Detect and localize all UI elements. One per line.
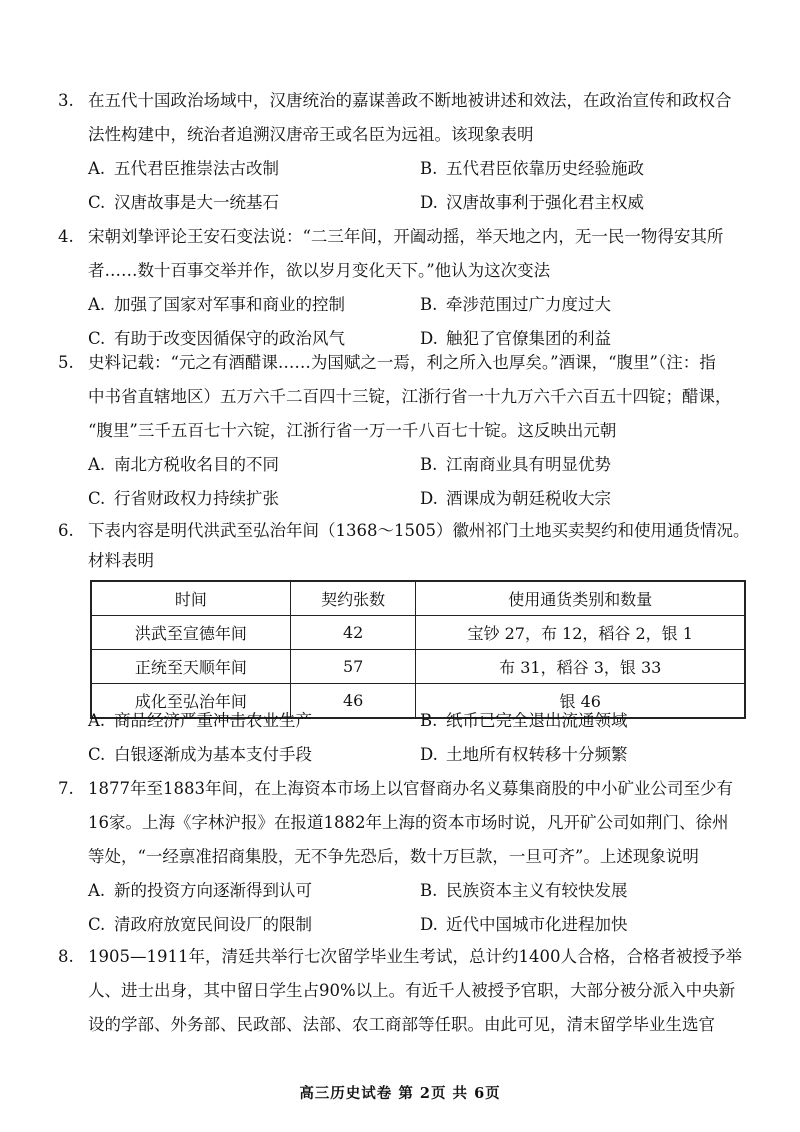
question-text-line: 16家。上海《字林沪报》在报道1882年上海的资本市场时说，凡开矿公司如荆门、徐州: [88, 813, 729, 832]
question-text-line: 下表内容是明代洪武至弘治年间（1368～1505）徽州祁门土地买卖契约和使用通货情况。: [88, 521, 750, 540]
table-header: 使用通货类别和数量: [416, 581, 745, 616]
question-7: [58, 772, 758, 942]
question-number: 4.: [58, 227, 74, 246]
option-b[interactable]: B. 五代君臣依靠历史经验施政: [420, 159, 644, 178]
option-c[interactable]: C. 清政府放宽民间设厂的限制: [88, 915, 312, 934]
option-b[interactable]: B. 民族资本主义有较快发展: [420, 881, 628, 900]
question-text-line: 在五代十国政治场域中，汉唐统治的嘉谋善政不断地被讲述和效法，在政治宣传和政权合: [88, 91, 732, 110]
table-cell: 46: [290, 684, 416, 719]
table-cell: 正统至天顺年间: [91, 650, 290, 684]
question-6-options: [58, 704, 758, 772]
table-header: 契约张数: [290, 581, 416, 616]
question-text-line: 1877年至1883年间，在上海资本市场上以官督商办名义募集商股的中小矿业公司至少有: [88, 779, 733, 798]
land-contract-table: [90, 580, 746, 719]
option-a[interactable]: A. 商品经济严重冲击农业生产: [88, 711, 312, 730]
table-cell: 布 31，稻谷 3，银 33: [416, 650, 745, 684]
options: [58, 874, 758, 942]
option-d[interactable]: D. 近代中国城市化进程加快: [420, 915, 628, 934]
question-number: 8.: [58, 947, 74, 966]
option-a[interactable]: A. 五代君臣推崇法古改制: [88, 159, 279, 178]
option-d[interactable]: D. 汉唐故事利于强化君主权威: [420, 193, 644, 212]
options: [58, 448, 758, 516]
option-c[interactable]: C. 行省财政权力持续扩张: [88, 489, 279, 508]
table-cell: 42: [290, 616, 416, 650]
material-label: 材料表明: [88, 551, 154, 570]
question-text-line: 人、进士出身，其中留日学生占90%以上。有近千人被授予官职，大部分被分派入中央新: [88, 981, 736, 1000]
question-text-line: 等处，“一经禀准招商集股，无不争先恐后，数十万巨款，一旦可齐”。上述现象说明: [88, 847, 699, 866]
table-row: [91, 616, 745, 650]
option-c[interactable]: C. 有助于改变因循保守的政治风气: [88, 329, 345, 348]
option-c[interactable]: C. 汉唐故事是大一统基石: [88, 193, 279, 212]
table-cell: 洪武至宣德年间: [91, 616, 290, 650]
option-b[interactable]: B. 牵涉范围过广力度过大: [420, 295, 611, 314]
options: [58, 704, 758, 772]
question-text-line: 中书省直辖地区）五万六千二百四十三锭，江浙行省一十九万六千六百五十四锭；醋课，: [88, 387, 732, 406]
table-cell: 成化至弘治年间: [91, 684, 290, 719]
table-cell: 银 46: [416, 684, 745, 719]
question-number: 6.: [58, 521, 74, 540]
page-footer: 高三历史试卷 第 2页 共 6页: [299, 1085, 501, 1102]
table-cell: 宝钞 27，布 12，稻谷 2，银 1: [416, 616, 745, 650]
option-c[interactable]: C. 白银逐渐成为基本支付手段: [88, 745, 312, 764]
table-cell: 57: [290, 650, 416, 684]
question-5: [58, 346, 758, 516]
question-text-line: 史料记载：“元之有酒醋课……为国赋之一焉，利之所入也厚矣。”酒课，“腹里”（注：指: [88, 353, 716, 372]
option-b[interactable]: B. 纸币已完全退出流通领域: [420, 711, 628, 730]
option-b[interactable]: B. 江南商业具有明显优势: [420, 455, 611, 474]
question-text-line: 法性构建中，统治者追溯汉唐帝王或名臣为远祖。该现象表明: [88, 125, 534, 144]
question-text-line: 者……数十百事交举并作，欲以岁月变化天下。”他认为这次变法: [88, 261, 551, 280]
table-header: 时间: [91, 581, 290, 616]
question-8: [58, 940, 758, 1042]
option-a[interactable]: A. 加强了国家对军事和商业的控制: [88, 295, 345, 314]
option-a[interactable]: A. 南北方税收名目的不同: [88, 455, 279, 474]
question-3: [58, 84, 758, 220]
option-d[interactable]: D. 土地所有权转移十分频繁: [420, 745, 628, 764]
options: [58, 152, 758, 220]
table-header-row: [91, 581, 745, 616]
question-text-line: 宋朝刘挚评论王安石变法说：“二三年间，开阖动摇，举天地之内，无一民一物得安其所: [88, 227, 724, 246]
question-text-line: 1905—1911年，清廷共举行七次留学毕业生考试，总计约1400人合格，合格者被授予举: [88, 947, 742, 966]
question-text-line: “腹里”三千五百七十六锭，江浙行省一万一千八百七十锭。这反映出元朝: [88, 421, 617, 440]
question-text-line: 设的学部、外务部、民政部、法部、农工商部等任职。由此可见，清末留学毕业生选官: [88, 1015, 715, 1034]
table-row: [91, 650, 745, 684]
question-6: [58, 514, 758, 548]
question-4: [58, 220, 758, 356]
question-number: 5.: [58, 353, 74, 372]
option-a[interactable]: A. 新的投资方向逐渐得到认可: [88, 881, 312, 900]
question-number: 7.: [58, 779, 74, 798]
question-number: 3.: [58, 91, 74, 110]
option-d[interactable]: D. 触犯了官僚集团的利益: [420, 329, 611, 348]
option-d[interactable]: D. 酒课成为朝廷税收大宗: [420, 489, 611, 508]
